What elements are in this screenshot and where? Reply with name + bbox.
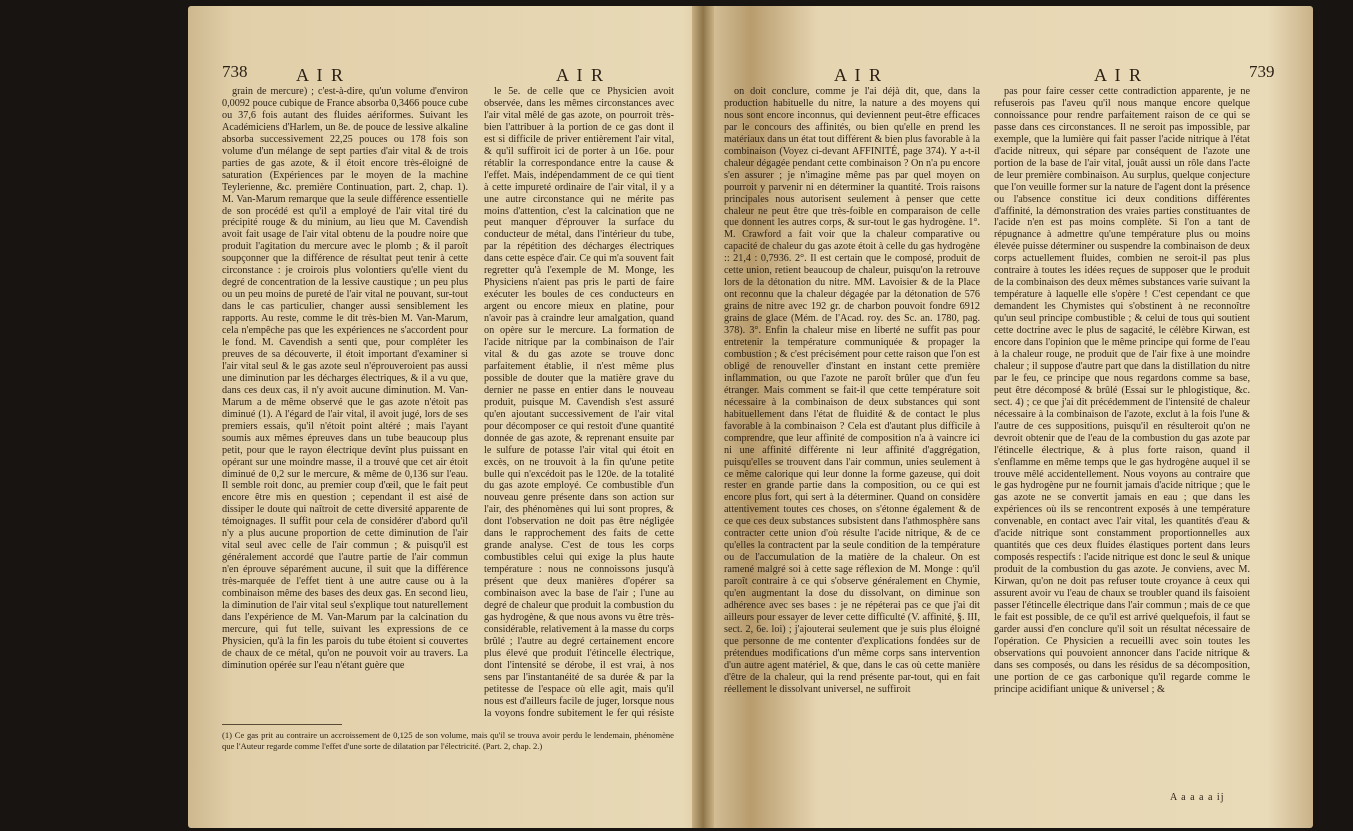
running-head: A I R	[556, 65, 606, 85]
running-head: A I R	[296, 65, 346, 85]
footnote-rule	[222, 724, 342, 725]
page-number: 739	[1249, 62, 1275, 81]
text-column	[994, 86, 1250, 786]
paragraph: on doit conclure, comme je l'ai déjà dit, que, dans la production habituelle du nitre, la nature a des moyens qui nous sont encore inconnus, qui deviennent peut-être efficaces par le concours des affinités, ou bien qu'elle en prend les matériaux dans un état tout différent & bien plus favorable à la combinaison (Voyez ci-devant AFFINITÉ, page 374). Y a-t-il chaleur dégagée pendant cette combinaison ? On n'a pu encore s'en assurer ; je n'imagine même pas par quel moyen on pourroit y parvenir ni en déterminer la quantité. Trois raisons principales nous autorisent seulement à penser que cette chaleur ne peut être que très-foible en comparaison de celle que donnent les autres corps, & sur-tout le gas hydrogène. 1°. M. Crawford a fait voir que la chaleur comparative ou capacité de chaleur du gas azote étoit à celle du gas hydrogène :: 21,4 : 0,7936. 2°. Il est certain que le composé, produit de cette union, retient beaucoup de chaleur, puisqu'on la retrouve lors de la détonation du nitre. MM. Lavoisier & de la Place ont reconnu que la chaleur dégagée par la détonation de 576 grains de nitre avec 192 gr. de charbon pouvoit fondre 6912 grains de glace (Mém. de l'Acad. roy. des Sc. an. 1780, pag. 378). 3°. Enfin la chaleur mise en liberté ne suffit pas pour entretenir la température communiquée & propager la combustion ; & c'est précisément pour cette raison que l'on est obligé de renouveller d'instant en instant cette première inflammation, ou que l'azote ne paroît brûler que d'un feu étranger. Mais comment se fait-il que cette température soit nécessaire à la combinaison de deux substances qui sont habituellement dans l'état de fluidité & de contact le plus favorable à la combinaison ? Cela est d'autant plus difficile à comprendre, que leur affinité de composition n'a à vaincre ici ni une affinité différente ni leur affinité d'aggrégation, puisqu'elles se trouvent dans l'air commun, unies seulement à ce même calorique qui leur donne la forme gazeuse, qui doit rester en grande partie dans la composition, ou ce qui est encore plus fort, qui sert à la déterminer. Quand on considère attentivement toutes ces choses, on s'étonne également & de ce que ces deux substances subsistent dans l'athmosphère sans contracter cette union d'où résulte l'acide nitrique, & de ce qu'elles la contractent par la seule condition de la température ou de l'accumulation de la matière de la chaleur. On est ramené malgré soi à cette sage réflexion de M. Monge : qu'il paroît contraire à ce qui s'observe généralement en Chymie, qu'en augmentant la dose du dissolvant, on diminue son adhérence avec ses bases : je ne répéterai pas ce que j'ai dit ailleurs pour essayer de lever cette difficulté (V. affinité, §. III, sect. 2, 6e. loi) ; j'ajouterai seulement que je suis plus éloigné que personne de me contenter d'explications fondées sur de prétendues modifications d'un même corps sans intervention d'un autre agent matériel, & que, dans le cas où cette manière d'être de la chaleur, qui la rend présente par-tout, qui en fait réellement le dissolvant universel, ne suffiroit	[724, 86, 980, 695]
signature-mark: A a a a a ij	[1170, 792, 1225, 803]
paragraph: pas pour faire cesser cette contradiction apparente, je ne refuserois pas l'aveu qu'il nous manque encore quelque connoissance pour rendre parfaitement raison de ce qui se passe dans ces circonstances. Il ne seroit pas impossible, par exemple, que la lumière qui fait passer l'acide nitrique à l'état d'acide nitreux, qui sépare par conséquent de l'azote une portion de la base de l'air vital, jouât aussi un rôle dans l'acte de leur première combinaison. Au surplus, quelque conjecture que l'on veuille former sur la nature de l'agent dont la présence ou l'absence constitue ici deux conditions différentes d'affinité, la démonstration des vraies parties constituantes de l'acide n'en est pas moins complète. Si l'on a tant de répugnance à admettre qu'une température plus ou moins élevée puisse déterminer ou suspendre la combinaison de deux corps actuellement fluides, combien ne seroit-il pas plus contraire à toutes les idées reçues de supposer que le produit de la combinaison des deux mêmes substances varie suivant la température à laquelle elle s'opère ! C'est cependant ce que demandent les Chymistes qui s'obstinent à ne reconnoître qu'un seul principe combustible ; & celui de tous qui soutient cette doctrine avec le plus de sagacité, le célèbre Kirwan, est encore dans l'opinion que le même principe qui forme de l'eau à la chaleur rouge, ne produit que de l'air fixe à une moindre chaleur ; il suppose d'autre part que dans la distillation du nitre par le feu, ce principe que nous regardons comme sa base, peut être décomposé & brûlé (Essai sur le phlogistique, &c. sect. 4) ; ce que j'ai dit précédemment de l'intensité de chaleur nécessaire à la combinaison de l'azote, exclut à la fois l'une & l'autre de ces suppositions, puisqu'il en résulteroit qu'on ne devroit obtenir que de l'eau de la combustion du gas azote par l'étincelle électrique, & à plus forte raison, quand il s'enflamme en même temps que le gas hydrogène auquel il se trouve mêlé accidentellement. Nous voyons au contraire que le gas hydrogène pur ne fournit jamais d'acide nitrique ; que le gas azote ne se convertit jamais en eau ; que dans les expériences où ils se rencontrent exposés à une température convenable, en contact avec l'air vital, les quantités d'eau & d'acide nitrique sont constamment proportionnelles aux quantités que ces deux fluides élastiques portent dans leurs composés respectifs : l'acide nitrique est donc le seul & unique produit de la combustion du gas azote. Je conviens, avec M. Kirwan, qu'on ne doit pas refuser toute croyance à ceux qui assurent avoir vu l'eau de chaux se troubler quand ils faisoient passer l'étincelle électrique dans l'air commun ; mais de ce que le fait est possible, de ce qu'il est arrivé quelquefois, il faut se garder aussi d'en conclure qu'il soit un résultat nécessaire de l'opération. Ce Physicien a recueilli avec soin toutes les observations qui pouvoient annoncer dans l'acide nitrique & dans ses composés, ou dans les résidus de sa décomposition, une portion de ce gas carbonique qu'il regarde comme le principe acidifiant unique & universel ; &	[994, 86, 1250, 695]
paragraph: le 5e. de celle que ce Physicien avoit observée, dans les mêmes circonstances avec l'air vital mêlé de gas azote, on pourroit très-bien l'attribuer à la portion de ce gas dont il est si difficile de priver entièrement l'air vital, & qu'il suffiroit ici de porter à un 16e. pour rétablir la correspondance entre la cause & l'effet. Mais, indépendamment de ce qui tient à cette impureté ordinaire de l'air vital, il y a une autre circonstance qui ne mérite pas moins d'attention, c'est la calcination que ne peut manquer d'éprouver la surface du conducteur de métal, dans l'intérieur du tube, par la répétition des décharges électriques dans cette espèce d'air. Ce qui m'a souvent fait regretter qu'à l'exemple de M. Monge, les Physiciens n'aient pas pris le parti de faire exécuter les boules de ces conducteurs en argent ou encore mieux en platine, pour n'avoir pas à craindre leur amalgation, quand on opère sur le mercure. La formation de l'acide nitrique par la combinaison de l'air vital & du gas azote se trouve donc parfaitement établie, il n'est même plus possible de douter que la matière grave du dernier ne passe en entier dans le nouveau produit, puisque M. Cavendish s'est assuré qu'en ajoutant successivement de l'air vital pour décomposer ce qui restoit d'une quantité donnée de gas azote, & reprenant ensuite par le sulfure de potasse l'air vital qui étoit en excès, on ne trouvoit à la fin qu'une petite bulle qui n'excédoit pas le 120e. de la totalité du gas azote employé. Ce combustible d'un nouveau genre présente dans son action sur l'air, des phénomènes qui lui sont propres, & dont l'observation ne doit pas être négligée dans le rapprochement des faits de cette grande analyse. C'est de tous les corps combustibles celui qui exige la plus haute température : nous ne connoissons jusqu'à présent que deux manières d'opérer sa combinaison avec la base de l'air ; l'une au degré de chaleur que produit la combustion du gas hydrogène, & que nous avons vu être très-considérable, relativement à la masse du corps brûlé ; l'autre au degré certainement encore plus élevé que produit l'étincelle électrique, dont l'intensité se dérobe, il est vrai, à nos sens par l'instantanéité de sa durée & par la petitesse de l'espace où elle agit, mais qu'il nous est d'ailleurs facile de juger, lorsque nous la voyons fondre subitement le fer qui résiste	[484, 86, 674, 718]
text-column	[484, 86, 674, 718]
text-column	[222, 86, 468, 718]
footnote: (1) Ce gas prit au contraire un accroissement de 0,125 de son volume, mais qu'il se trouva avoir perdu le lendemain, phénomène que l'Auteur regarde comme l'effet d'une sorte de dilatation par l'électricité. (Part. 2, chap. 2.)	[222, 730, 674, 751]
running-head: A I R	[834, 65, 884, 85]
book-gutter	[692, 6, 714, 828]
page-number: 738	[222, 62, 248, 81]
text-column	[724, 86, 980, 798]
running-head: A I R	[1094, 65, 1144, 85]
paragraph: grain de mercure) ; c'est-à-dire, qu'un volume d'environ 0,0092 pouce cubique de France absorba 0,3466 pouce cube ou 37,6 fois autant des fluides aériformes. Suivant les Académiciens d'Harlem, un 8e. de pouce de lessive alkaline absorba successivement 22,25 pouces ou 178 fois son volume d'un mélange de sept parties d'air vital & de trois parties de gas azote, & il étoit encore très-éloigné de saturation (Expériences par le moyen de la machine Teylerienne, &c. première Continuation, part. 2, chap. 1). M. Van-Marum remarque que la seule différence essentielle de son procédé est qu'il a employé de l'air vital tiré du précipité rouge & du minium, au lieu que M. Cavendish avoit fait usage de l'air vital obtenu de la poudre noire que produit l'agitation du mercure avec le plomb ; & il paroît soupçonner que la différence de résultat peut tenir à cette circonstance : je croirois plus volontiers qu'elle vient du degré de concentration de la lessive caustique ; un peu plus ou un peu moins de pureté de l'air vital ne pouvant, sur-tout dans le cas particulier, changer aussi sensiblement les rapports. Au reste, comme le dit très-bien M. Van-Marum, cela n'empêche pas que les expériences ne s'accordent pour le fond. M. Cavendish a senti que, pour compléter les preuves de sa découverte, il étoit important d'examiner si l'air vital seul & le gas azote seul n'éprouveroient pas aussi une diminution par les décharges électriques, & il a vu que, dans ces deux cas, il n'y avoit aucune diminution. M. Van-Marum a de même observé que le gas azote n'étoit pas diminué (1). A l'égard de l'air vital, il avoit jugé, lors de ses premiers essais, qu'il n'étoit point altéré ; mais l'ayant soumis aux mêmes épreuves dans un tube beaucoup plus petit, pour que le rayon électrique devînt plus puissant en opérant sur une moindre masse, il a trouvé que cet air étoit diminué de 0,2 sur le mercure, & même de 0,136 sur l'eau. Il semble roit donc, au premier coup d'œil, que le fait peut encore être mis en question ; cependant il est aisé de dissiper le doute qui naîtroit de cette diversité apparente de témoignages. Il suffit pour cela de considérer d'abord qu'il n'y a plus aucune proportion de cette diminution de l'air vital seul avec celle de l'air commun ; & puisqu'il est généralement accordé que l'autre partie de l'air commun n'en éprouve séparément aucune, il suit que la différence très-marquée de l'effet tient à une autre cause ou à la combinaison même des bases des deux gas. En second lieu, la diminution de l'air vital seul s'explique tout naturellement dans l'expérience de M. Van-Marum par la calcination du mercure, qui fut telle, suivant les expressions de ce Physicien, qu'à la fin les parois du tube étoient si couvertes de chaux de ce métal, qu'on ne pouvoit voir au travers. La diminution opérée sur l'eau n'étant guère que	[222, 86, 468, 671]
